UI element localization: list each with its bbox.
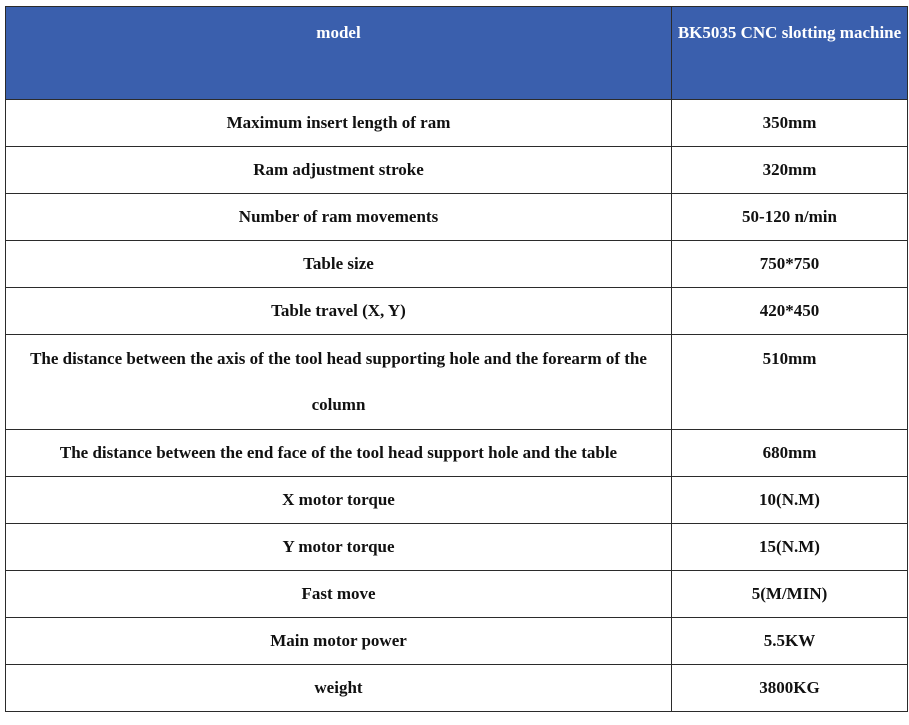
header-param-cell xyxy=(6,7,672,100)
row-value: 320mm xyxy=(672,147,908,194)
table-row xyxy=(6,430,908,477)
row-param: Y motor torque xyxy=(6,524,672,571)
row-param: Table size xyxy=(6,241,672,288)
row-value: 50-120 n/min xyxy=(672,194,908,241)
row-param: weight xyxy=(6,665,672,712)
row-value: 15(N.M) xyxy=(672,524,908,571)
header-value-cell xyxy=(672,7,908,100)
row-param: Table travel (X, Y) xyxy=(6,288,672,335)
table-row xyxy=(6,241,908,288)
header-model-label: BK5035 CNC slotting machine xyxy=(677,23,902,42)
row-param: Number of ram movements xyxy=(6,194,672,241)
table-row xyxy=(6,571,908,618)
table-row xyxy=(6,477,908,524)
table-row xyxy=(6,100,908,147)
row-param: Ram adjustment stroke xyxy=(6,147,672,194)
row-value: 3800KG xyxy=(672,665,908,712)
table-row xyxy=(6,618,908,665)
row-value-text: 510mm xyxy=(762,349,817,368)
row-value: 680mm xyxy=(672,430,908,477)
row-param: Main motor power xyxy=(6,618,672,665)
row-value: 750*750 xyxy=(672,241,908,288)
row-value: 350mm xyxy=(672,100,908,147)
row-value xyxy=(672,335,908,430)
row-param: Maximum insert length of ram xyxy=(6,100,672,147)
row-param: Fast move xyxy=(6,571,672,618)
table-row xyxy=(6,335,908,430)
header-param-label: model xyxy=(316,23,361,42)
row-value: 10(N.M) xyxy=(672,477,908,524)
table-row xyxy=(6,288,908,335)
row-param xyxy=(6,335,672,430)
row-param-text: The distance between the axis of the tool head supporting hole and the forearm of the column xyxy=(30,349,647,414)
header-row xyxy=(6,7,908,100)
spec-table xyxy=(5,6,908,712)
table-row xyxy=(6,194,908,241)
table-row xyxy=(6,524,908,571)
table-header xyxy=(6,7,908,100)
row-value: 420*450 xyxy=(672,288,908,335)
row-value: 5.5KW xyxy=(672,618,908,665)
table-row xyxy=(6,665,908,712)
row-param: X motor torque xyxy=(6,477,672,524)
table-body xyxy=(6,100,908,712)
row-value: 5(M/MIN) xyxy=(672,571,908,618)
row-param: The distance between the end face of the tool head support hole and the table xyxy=(6,430,672,477)
table-row xyxy=(6,147,908,194)
